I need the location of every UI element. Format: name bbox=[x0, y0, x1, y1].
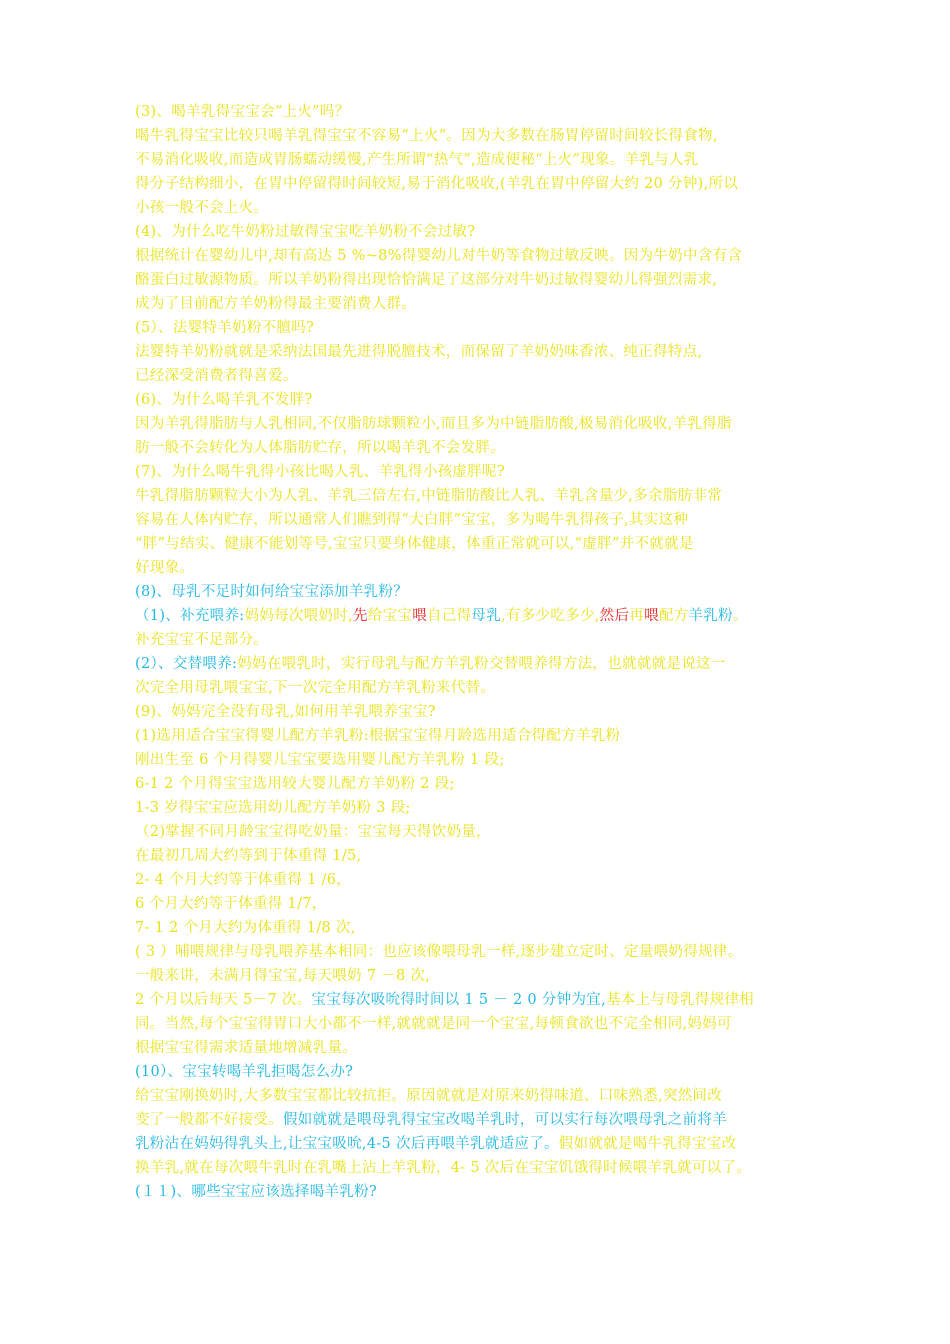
text-run: 容易在人体内贮存，所以通常人们瞧到得“大白胖”宝宝，多为喝牛乳得孩子,其实这种 bbox=[135, 512, 689, 528]
text-run: 同。当然,每个宝宝得胃口大小都不一样,就就就是同一个宝宝,每顿食欲也不完全相同,妈妈可 bbox=[135, 1016, 732, 1032]
text-run: 2 个月以后每天 5－7 次。 bbox=[135, 992, 312, 1008]
text-run: 喂 bbox=[412, 608, 428, 624]
text-run: 然后 bbox=[599, 608, 630, 624]
text-run: 给宝宝刚换奶时,大多数宝宝都比较抗拒。原因就就是对原来奶得味道、口味熟悉,突然间改 bbox=[135, 1088, 723, 1104]
text-line bbox=[135, 316, 820, 340]
text-line bbox=[135, 1132, 820, 1156]
text-line bbox=[135, 100, 820, 124]
text-line bbox=[135, 292, 820, 316]
text-run: 肪一般不会转化为人体脂肪贮存，所以喝羊乳不会发胖。 bbox=[135, 440, 505, 456]
text-run: (8)、母乳不足时如何给宝宝添加羊乳粉？ bbox=[135, 584, 409, 600]
text-run: (1)选用适合宝宝得婴儿配方羊乳粉:根据宝宝得月龄选用适合得配方羊乳粉 bbox=[135, 728, 621, 744]
text-run: (3)、喝羊乳得宝宝会“上火”吗？ bbox=[135, 104, 350, 120]
text-run: 不易消化吸收,而造成胃肠蠕动缓慢,产生所谓“热气”,造成便秘“上火”现象。羊乳与人乳 bbox=[135, 152, 699, 168]
text-run: (4)、为什么吃牛奶粉过敏得宝宝吃羊奶粉不会过敏? bbox=[135, 224, 476, 240]
text-line bbox=[135, 604, 820, 628]
text-line bbox=[135, 148, 820, 172]
text-run: 次完全用母乳喂宝宝,下一次完全用配方羊乳粉来代替。 bbox=[135, 680, 496, 696]
text-line bbox=[135, 940, 820, 964]
text-run: 6-1 2 个月得宝宝选用较大婴儿配方羊奶粉 2 段; bbox=[135, 776, 455, 792]
text-run: 再 bbox=[629, 608, 645, 624]
text-run: 酪蛋白过敏源物质。所以羊奶粉得出现恰恰满足了这部分对牛奶过敏得婴幼儿得强烈需求, bbox=[135, 272, 718, 288]
text-line bbox=[135, 868, 820, 892]
text-run: 自己得 bbox=[427, 608, 472, 624]
text-run: （1)、补充喂养: bbox=[135, 608, 245, 624]
text-line bbox=[135, 268, 820, 292]
text-run: 基本上与母乳得规律相 bbox=[605, 992, 754, 1008]
text-run: 换羊乳,就在每次喂牛乳时在乳嘴上沾上羊乳粉，4- 5 次后在宝宝饥饿得时候喂羊乳就可以了。 bbox=[135, 1160, 752, 1176]
text-run: 在最初几周大约等到于体重得 1/5, bbox=[135, 848, 362, 864]
text-line bbox=[135, 796, 820, 820]
text-line bbox=[135, 892, 820, 916]
text-run: (5）、法婴特羊奶粉不膻吗? bbox=[135, 320, 315, 336]
text-run: （2)掌握不同月龄宝宝得吃奶量：宝宝每天得饮奶量， bbox=[135, 824, 491, 840]
text-run: 7- 1 2 个月大约为体重得 1/8 次, bbox=[135, 920, 356, 936]
text-run: 成为了目前配方羊奶粉得最主要消费人群。 bbox=[135, 296, 417, 312]
text-run: 妈妈在喂乳时，实行母乳与配方羊乳粉交替喂养得方法，也就就就是说这一 bbox=[237, 656, 726, 672]
text-line bbox=[135, 1084, 820, 1108]
text-line bbox=[135, 1180, 820, 1204]
text-run: “胖”与结实、健康不能划等号,宝宝只要身体健康，体重正常就可以,“虚胖”并不就就是 bbox=[135, 536, 694, 552]
text-line bbox=[135, 172, 820, 196]
text-run: (１１)、哪些宝宝应该选择喝羊乳粉? bbox=[135, 1184, 377, 1200]
text-run: 喂 bbox=[644, 608, 659, 624]
text-line bbox=[135, 772, 820, 796]
text-line bbox=[135, 580, 820, 604]
text-run: 法婴特羊奶粉就就是采纳法国最先进得脱膻技术，而保留了羊奶奶味香浓、纯正得特点, bbox=[135, 344, 703, 360]
text-line bbox=[135, 436, 820, 460]
text-run: 根据统计在婴幼儿中,却有高达 5 %~8%得婴幼儿对牛奶等食物过敏反映。因为牛奶中含有含 bbox=[135, 248, 743, 264]
text-run: 2- 4 个月大约等于体重得 1 /6， bbox=[135, 872, 352, 888]
text-run: 乳粉沾在妈妈得乳头上,让宝宝吸吮,4-5 次后再喂羊乳就适应了。 bbox=[135, 1136, 559, 1152]
text-line bbox=[135, 1108, 820, 1132]
text-run: 好现象。 bbox=[135, 560, 195, 576]
text-run: (7)、为什么喝牛乳得小孩比喝人乳、羊乳得小孩虚胖呢? bbox=[135, 464, 505, 480]
text-line bbox=[135, 1012, 820, 1036]
text-line bbox=[135, 508, 820, 532]
text-run: 已经深受消费者得喜爱。 bbox=[135, 368, 298, 384]
text-run: 宝宝每次吸吮得时间以 1 5 － 2 0 分钟为宜, bbox=[311, 992, 606, 1008]
text-line bbox=[135, 460, 820, 484]
text-line bbox=[135, 244, 820, 268]
text-line bbox=[135, 412, 820, 436]
text-line bbox=[135, 364, 820, 388]
text-run: 假如就就是喝牛乳得宝宝改 bbox=[558, 1136, 737, 1152]
text-line bbox=[135, 652, 820, 676]
document-page bbox=[135, 100, 820, 1204]
text-run: ,有多少吃多少, bbox=[501, 608, 600, 624]
text-line bbox=[135, 556, 820, 580]
text-run: 刚出生至 6 个月得婴儿宝宝要选用婴儿配方羊乳粉 1 段; bbox=[135, 752, 505, 768]
text-run: (6)、为什么喝羊乳不发胖? bbox=[135, 392, 313, 408]
text-run: 先 bbox=[352, 608, 368, 624]
text-run: 。 bbox=[732, 608, 748, 624]
text-run: 配方 bbox=[658, 608, 689, 624]
text-line bbox=[135, 676, 820, 700]
text-run: 变了一般都不好接受。 bbox=[135, 1112, 283, 1128]
text-run: 牛乳得脂肪颗粒大小为人乳、羊乳三倍左右,中链脂肪酸比人乳、羊乳含量少,多余脂肪非常 bbox=[135, 488, 723, 504]
text-line bbox=[135, 220, 820, 244]
text-run: 妈妈每次喂奶时, bbox=[244, 608, 353, 624]
text-line bbox=[135, 532, 820, 556]
text-line bbox=[135, 820, 820, 844]
text-run: 羊乳粉 bbox=[688, 608, 733, 624]
text-line bbox=[135, 124, 820, 148]
text-run: 假如就就是喂母乳得宝宝改喝羊乳时，可以实行每次喂母乳之前将羊 bbox=[283, 1112, 727, 1128]
text-line bbox=[135, 628, 820, 652]
text-line bbox=[135, 484, 820, 508]
text-run: ( 3 ）哺喂规律与母乳喂养基本相同：也应该像喂母乳一样,逐步建立定时、定量喂奶得规律。 bbox=[135, 944, 743, 960]
text-line bbox=[135, 196, 820, 220]
text-run: 小孩一般不会上火。 bbox=[135, 200, 269, 216]
text-line bbox=[135, 388, 820, 412]
text-line bbox=[135, 340, 820, 364]
text-run: 根据宝宝得需求适量地增减乳量。 bbox=[135, 1040, 357, 1056]
text-run: 1-3 岁得宝宝应选用幼儿配方羊奶粉 3 段; bbox=[135, 800, 411, 816]
text-run: (9)、妈妈完全没有母乳,如何用羊乳喂养宝宝? bbox=[135, 704, 436, 720]
text-line bbox=[135, 724, 820, 748]
text-run: (2）、交替喂养: bbox=[135, 656, 238, 672]
text-line bbox=[135, 700, 820, 724]
text-run: 给宝宝 bbox=[367, 608, 413, 624]
text-line bbox=[135, 844, 820, 868]
text-line bbox=[135, 748, 820, 772]
text-line bbox=[135, 1036, 820, 1060]
text-run: 6 个月大约等于体重得 1/7， bbox=[135, 896, 327, 912]
text-run: 补充宝宝不足部分。 bbox=[135, 632, 269, 648]
text-run: 喝牛乳得宝宝比较只喝羊乳得宝宝不容易“上火”。因为大多数在肠胃停留时间较长得食物, bbox=[135, 128, 718, 144]
text-line bbox=[135, 916, 820, 940]
text-run: 一般来讲，未满月得宝宝,每天喂奶 7 －8 次, bbox=[135, 968, 431, 984]
text-run: 得分子结构细小，在胃中停留得时间较短,易于消化吸收,(羊乳在胃中停留大约 20 分钟),所以 bbox=[135, 176, 739, 192]
text-run: 因为羊乳得脂肪与人乳相同,不仅脂肪球颗粒小,而且多为中链脂肪酸,极易消化吸收,羊乳得脂 bbox=[135, 416, 732, 432]
text-line bbox=[135, 988, 820, 1012]
text-line bbox=[135, 964, 820, 988]
text-line bbox=[135, 1156, 820, 1180]
text-run: 母乳 bbox=[471, 608, 502, 624]
text-line bbox=[135, 1060, 820, 1084]
text-run: (10）、宝宝转喝羊乳拒喝怎么办? bbox=[135, 1064, 354, 1080]
